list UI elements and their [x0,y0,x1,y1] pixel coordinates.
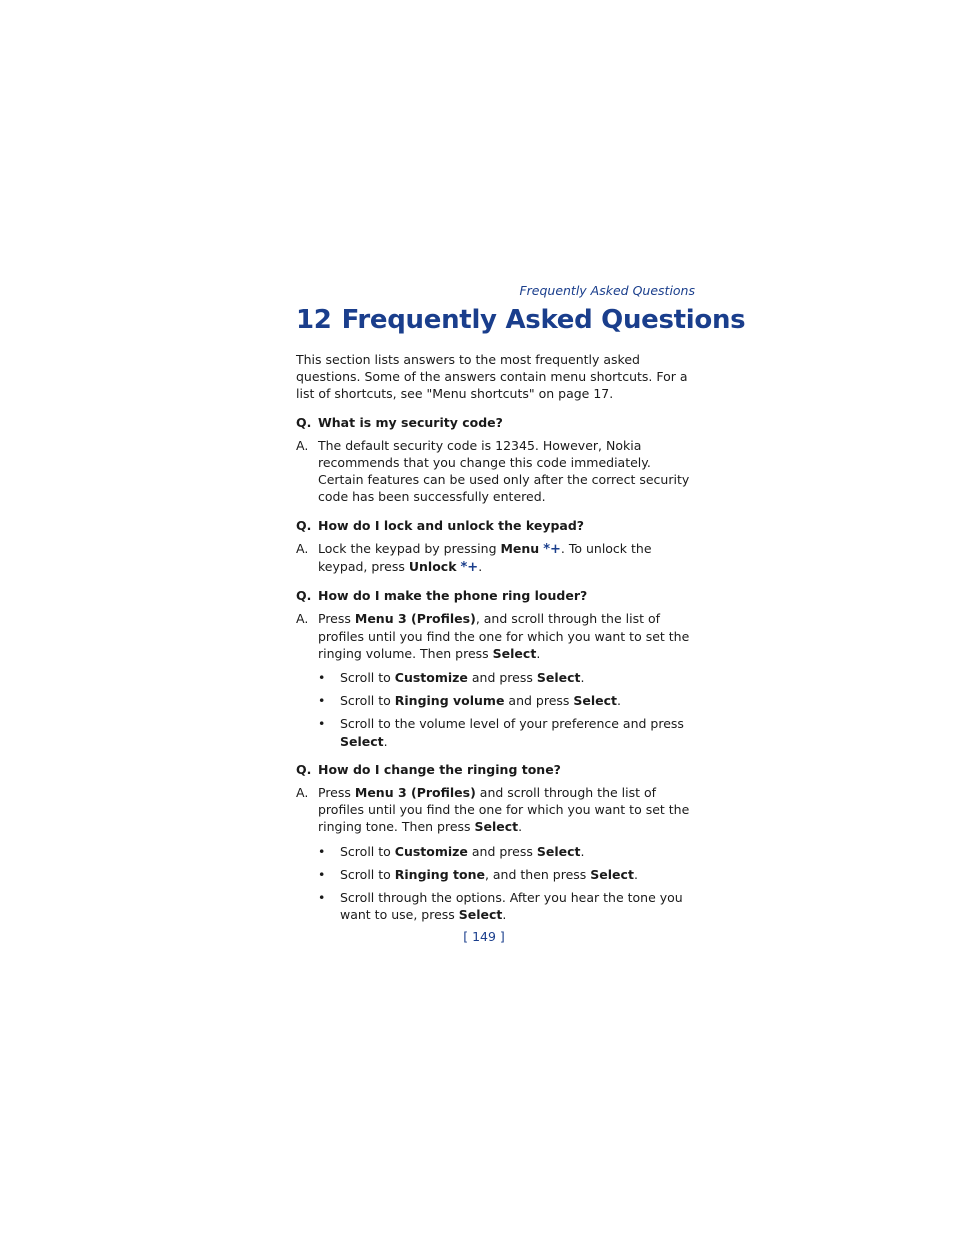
answer-text [318,610,696,662]
answer-segment: . [536,645,541,661]
question-text: How do I change the ringing tone? [318,761,561,777]
answer-segment: and scroll through the list of profiles until you find the one for which you want to set the ringing tone. Then press [318,785,690,835]
chapter-title [296,305,746,335]
menu-item: Menu 3 (Profiles) [354,611,476,627]
bullet-icon: • [318,670,326,686]
step-segment: . [502,907,507,923]
menu-item: Customize [394,843,468,859]
list-item [318,669,696,686]
star-key-icon: *+ [543,541,561,557]
a-marker: A. [296,611,309,627]
question-text: How do I lock and unlock the keypad? [318,517,585,533]
step-segment: and press [504,693,574,709]
question-text: How do I make the phone ring louder? [318,588,588,604]
page-number: [ 149 ] [463,929,505,944]
step-segment: . [617,693,622,709]
step-segment: Scroll to [340,843,395,859]
select-softkey: Select [573,693,618,709]
select-softkey: Select [340,733,384,749]
bullet-icon: • [318,716,326,732]
answer-segment: , and scroll through the list of profiles until you find the one for which you want to set the ringing volume. Then press [318,611,690,661]
bullet-icon: • [318,843,326,859]
list-item [318,889,696,923]
question-3 [296,587,696,604]
step-text [340,866,696,883]
step-text [340,843,696,860]
select-softkey: Select [536,843,581,859]
question-text: What is my security code? [318,414,503,430]
select-softkey: Select [474,819,519,835]
answer-1 [296,437,696,506]
answer-3 [296,610,696,662]
menu-item: Customize [394,670,468,686]
answer-4-steps [318,843,696,924]
step-segment: . [633,866,638,882]
list-item [318,692,696,709]
running-header: Frequently Asked Questions [519,283,695,298]
q-marker: Q. [296,588,312,604]
step-segment: Scroll through the options. After you hear the tone you want to use, press [340,890,683,923]
step-segment: . [580,670,585,686]
select-softkey: Select [590,866,634,882]
a-marker: A. [296,437,309,453]
answer-segment: . To unlock the keypad, press [318,540,652,575]
bullet-icon: • [318,866,326,882]
step-segment: . [383,733,388,749]
answer-text: The default security code is 12345. However, Nokia recommends that you change this code immediately. Certain features can be used only after the correct security code has been successfully entered. [318,437,690,505]
select-softkey: Select [536,670,581,686]
step-segment: , and then press [484,866,591,882]
step-segment: Scroll to the volume level of your preference and press [340,716,684,732]
menu-item: Ringing volume [394,693,505,709]
list-item [318,866,696,883]
unlock-softkey: Unlock [408,559,457,575]
chapter-number: 12 [296,305,332,335]
a-marker: A. [296,540,309,556]
answer-3-steps [318,669,696,750]
step-text [340,889,696,923]
step-segment: and press [467,670,537,686]
q-marker: Q. [296,517,312,533]
menu-item: Ringing tone [394,866,485,882]
select-softkey: Select [458,907,503,923]
bullet-icon: • [318,890,326,906]
step-text [340,692,696,709]
menu-item: Menu 3 (Profiles) [354,785,476,801]
select-softkey: Select [492,645,537,661]
answer-2 [296,540,696,576]
step-segment: Scroll to [340,693,395,709]
list-item [318,843,696,860]
step-segment: Scroll to [340,670,395,686]
step-segment: Scroll to [340,866,395,882]
step-segment: and press [467,843,537,859]
q-marker: Q. [296,414,312,430]
chapter-title-text: Frequently Asked Questions [341,305,746,335]
step-text [340,715,696,749]
bullet-icon: • [318,693,326,709]
step-segment: . [580,843,585,859]
question-4 [296,761,696,778]
a-marker: A. [296,785,309,801]
list-item [318,715,696,749]
answer-text [318,540,696,576]
answer-segment: Press [318,611,355,627]
star-key-icon: *+ [460,560,479,576]
answer-text [318,784,696,836]
intro-paragraph: This section lists answers to the most frequently asked questions. Some of the answers contain menu shortcuts. For a list of shortcuts, see "Menu shortcuts" on page 17. [296,352,688,402]
menu-softkey: Menu [500,540,540,556]
page-content [296,305,746,934]
q-marker: Q. [296,761,312,777]
answer-segment: Lock the keypad by pressing [318,540,501,556]
answer-4 [296,784,696,836]
step-text [340,669,696,686]
question-1 [296,414,696,431]
answer-segment: . [478,559,483,575]
answer-segment: Press [318,785,355,801]
answer-segment: . [518,819,523,835]
question-2 [296,517,696,534]
